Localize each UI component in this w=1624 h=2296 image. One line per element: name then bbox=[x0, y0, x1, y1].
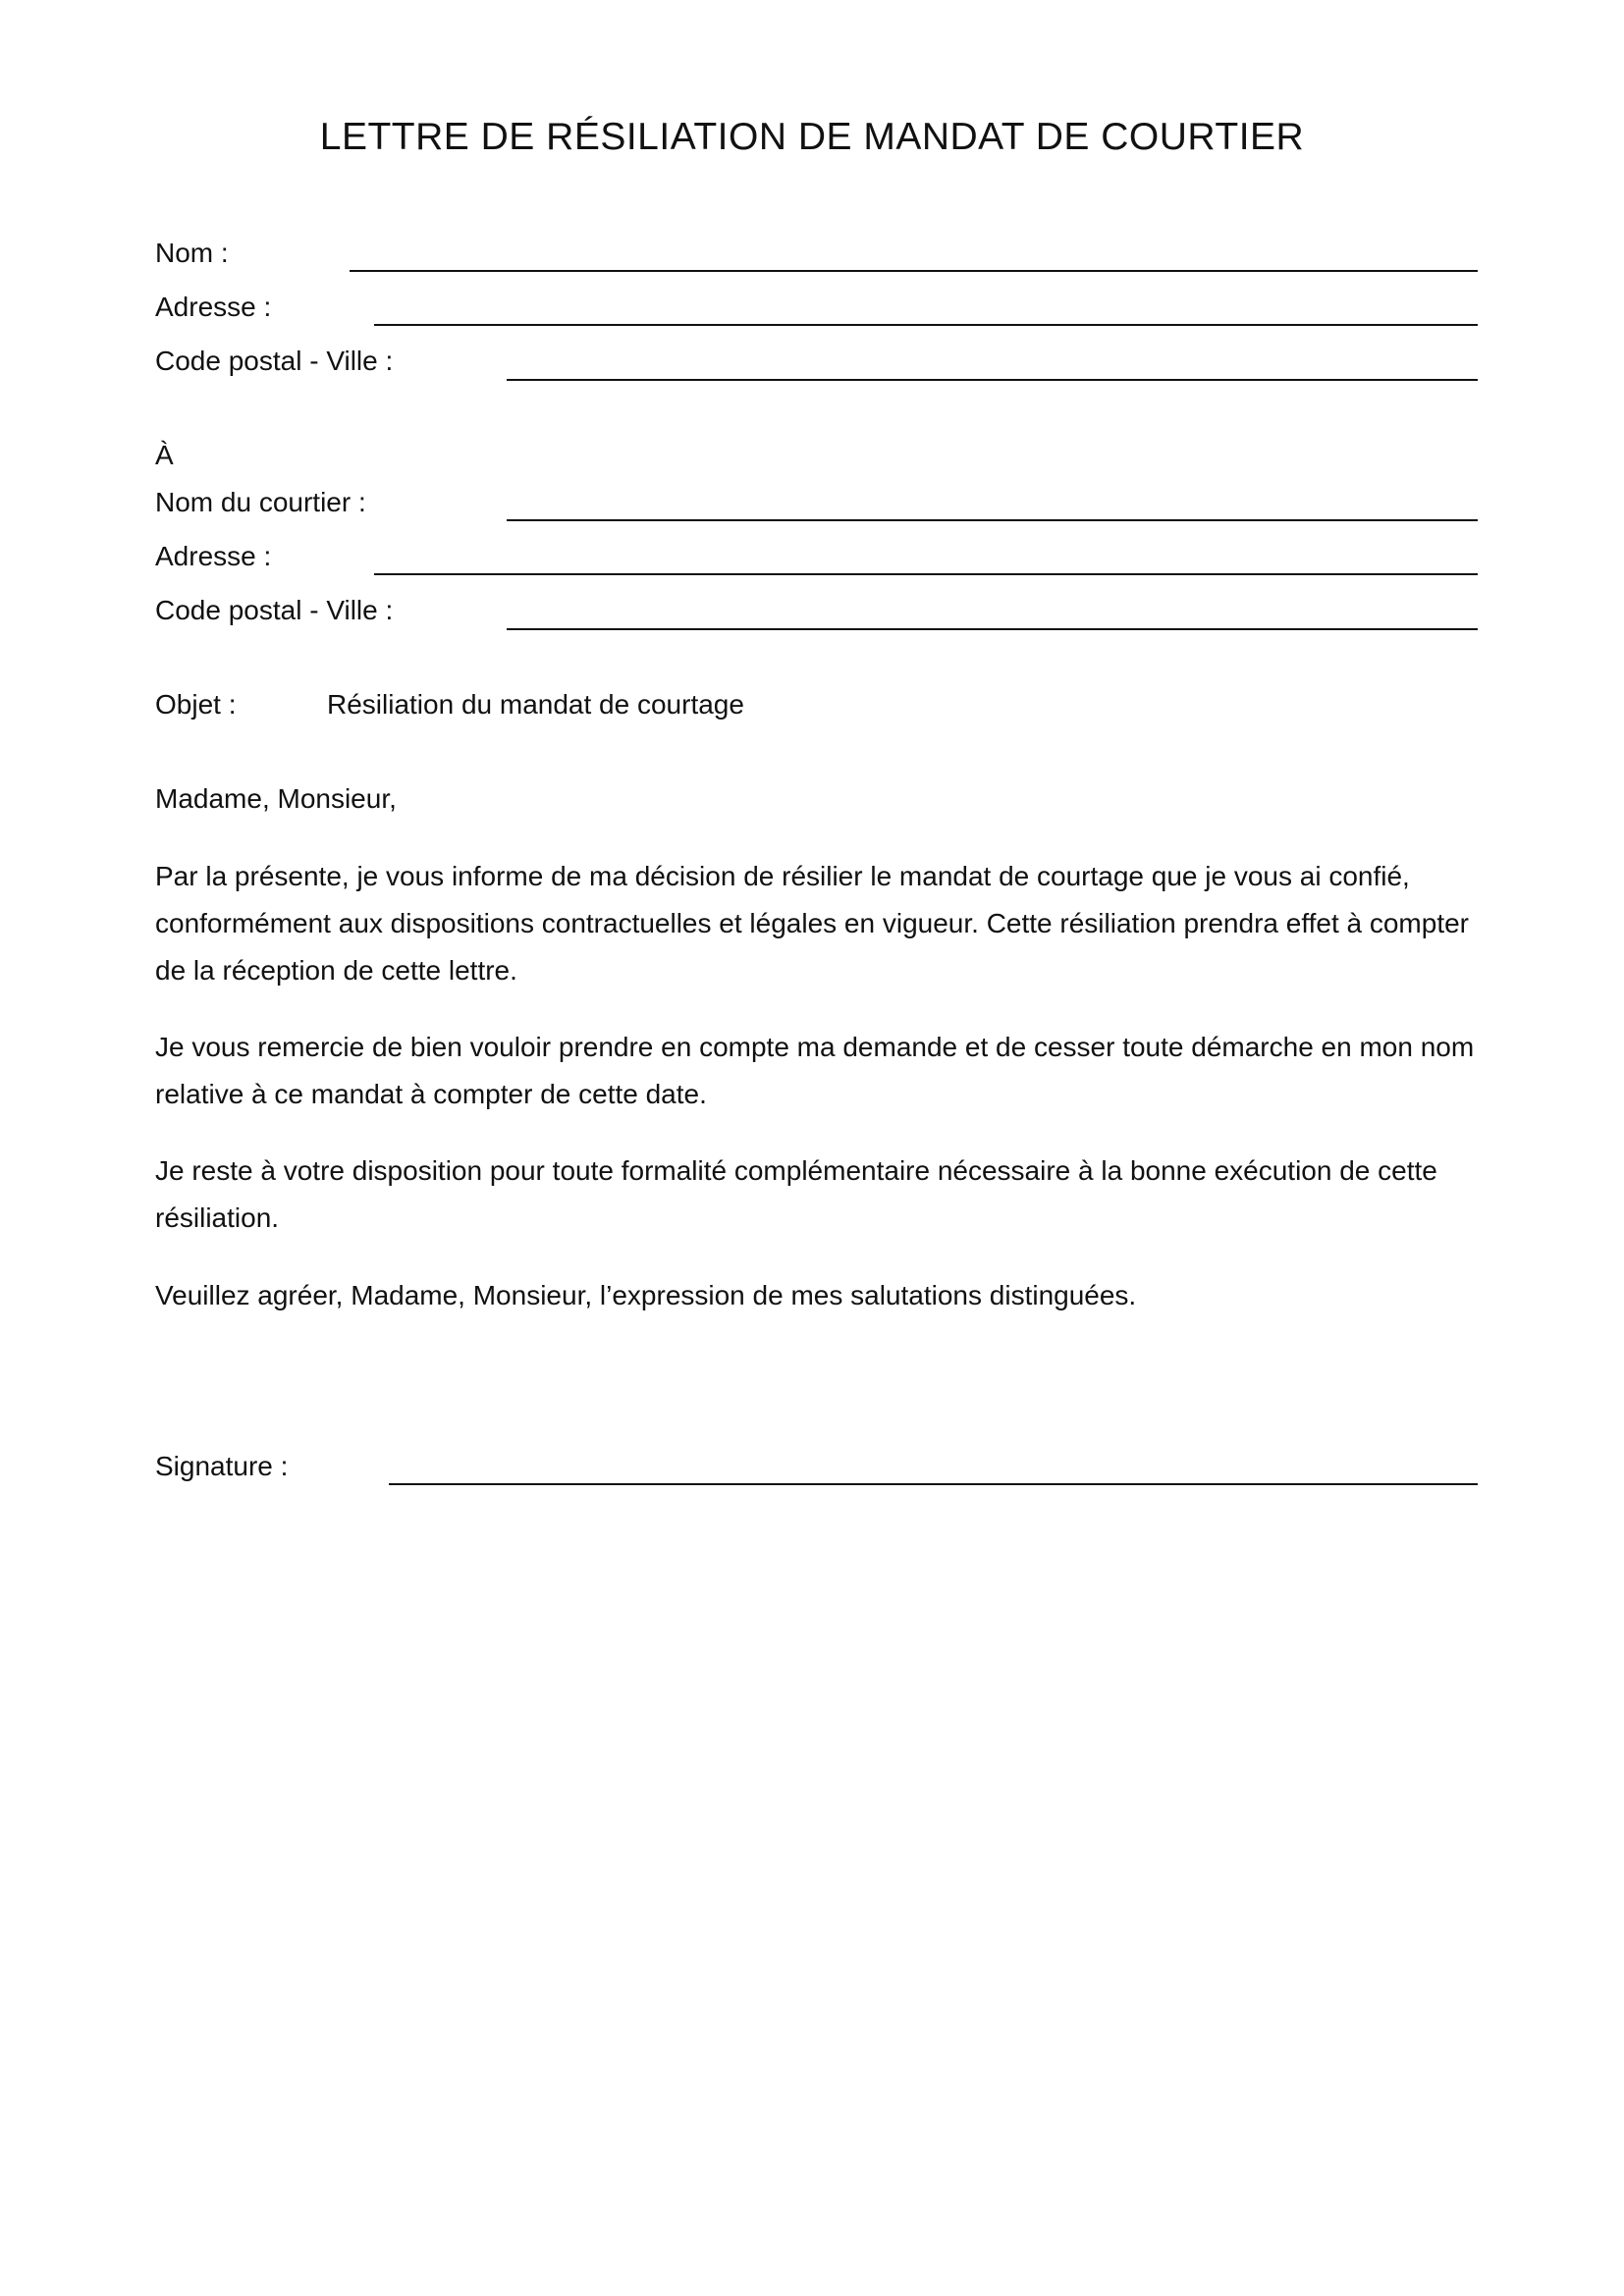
document-title: LETTRE DE RÉSILIATION DE MANDAT DE COURTIER bbox=[319, 116, 1305, 158]
sender-name-label: Nom : bbox=[155, 238, 229, 268]
recipient-address-field-line[interactable] bbox=[374, 573, 1478, 575]
sender-postal-field-line[interactable] bbox=[507, 379, 1478, 381]
signature-field-line[interactable] bbox=[389, 1483, 1478, 1485]
signature-label: Signature : bbox=[155, 1451, 289, 1481]
sender-name-field-line[interactable] bbox=[350, 270, 1478, 272]
greeting: Madame, Monsieur, bbox=[155, 783, 397, 814]
recipient-postal-label: Code postal - Ville : bbox=[155, 595, 394, 625]
body-paragraph-1: Par la présente, je vous informe de ma décision de résilier le mandat de courtage que je vous ai confié, conformément aux dispositions contractuelles et légales en vigueur. Cette résiliation prendra effet à compter de la réception de cette lettre. bbox=[155, 861, 1469, 986]
sender-address-field-line[interactable] bbox=[374, 324, 1478, 326]
recipient-to-label: À bbox=[155, 440, 174, 470]
broker-name-field-line[interactable] bbox=[507, 519, 1478, 521]
recipient-postal-field-line[interactable] bbox=[507, 628, 1478, 630]
broker-name-label: Nom du courtier : bbox=[155, 487, 366, 517]
sender-address-label: Adresse : bbox=[155, 292, 272, 322]
sender-postal-label: Code postal - Ville : bbox=[155, 346, 394, 376]
closing-paragraph: Veuillez agréer, Madame, Monsieur, l’expression de mes salutations distinguées. bbox=[155, 1280, 1137, 1310]
recipient-address-label: Adresse : bbox=[155, 541, 272, 571]
subject-value: Résiliation du mandat de courtage bbox=[327, 689, 744, 720]
body-paragraph-2: Je vous remercie de bien vouloir prendre en compte ma demande et de cesser toute démarche en mon nom relative à ce mandat à compter de cette date. bbox=[155, 1032, 1475, 1109]
body-paragraph-3: Je reste à votre disposition pour toute formalité complémentaire nécessaire à la bonne exécution de cette résiliation. bbox=[155, 1155, 1437, 1233]
subject-label: Objet : bbox=[155, 689, 237, 720]
